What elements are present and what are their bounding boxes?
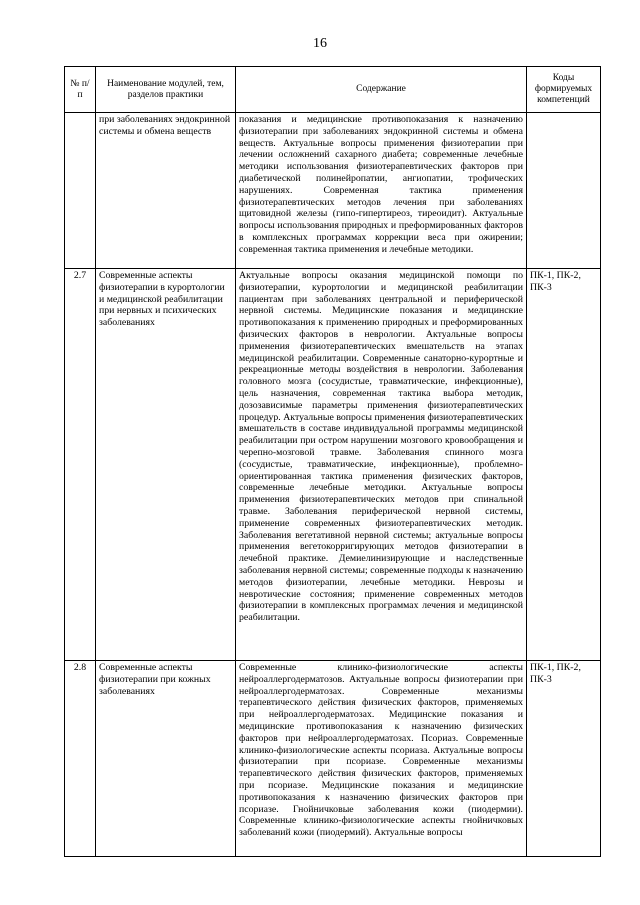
row-codes: ПК-1, ПК-2, ПК-3 — [527, 269, 601, 661]
row-module: при заболеваниях эндокринной системы и обмена веществ — [96, 113, 236, 269]
program-table — [64, 66, 601, 857]
header-module: Наименование модулей, тем, разделов практики — [96, 67, 236, 113]
row-number: 2.8 — [65, 661, 96, 857]
row-codes — [527, 113, 601, 269]
table-row — [65, 113, 601, 269]
row-module: Современные аспекты физиотерапии при кожных заболеваниях — [96, 661, 236, 857]
table-row — [65, 269, 601, 661]
row-number — [65, 113, 96, 269]
row-module: Современные аспекты физиотерапии в курортологии и медицинской реабилитации при нервных и психических заболеваниях — [96, 269, 236, 661]
header-content: Содержание — [236, 67, 527, 113]
header-codes: Коды формируемых компетенций — [527, 67, 601, 113]
row-content: показания и медицинские противопоказания к назначению физиотерапии при заболеваниях эндокринной системы и обмена веществ. Актуальные вопросы применения физиотерапии при лечении осложнений сахарного диабета; современные лечебные методики использования физиотерапевтических факторов при диабетической полинейропатии, ангиопатии, трофических нарушениях. Современная тактика применения физиотерапевтических методов лечения при заболеваниях щитовидной железы (гипо-гипертиреоз, тиреоидит). Актуальные вопросы использования природных и преформированных факторов в комплексных программах коррекции веса при ожирении; современная тактика применения и лечебные методики. — [236, 113, 527, 269]
row-content: Современные клинико-физиологические аспекты нейроаллергодерматозов. Актуальные вопросы физиотерапии при нейроаллергодерматозах. Современные механизмы терапевтического действия физических факторов, применяемых при нейроаллергодерматозах. Медицинские показания и медицинские противопоказания к назначению физических факторов при нейроаллергодерматозах. Псориаз. Современные клинико-физиологические аспекты псориаза. Актуальные вопросы физиотерапии при псориазе. Современные механизмы терапевтического действия физических факторов, применяемых при псориазе. Медицинские показания и медицинские противопоказания к назначению физических факторов при псориазе. Гнойничковые заболевания кожи (пиодермии). Современные клинико-физиологические аспекты гнойничковых заболеваний кожи (пиодермий). Актуальные вопросы — [236, 661, 527, 857]
table-header — [65, 67, 601, 113]
row-codes: ПК-1, ПК-2, ПК-3 — [527, 661, 601, 857]
row-number: 2.7 — [65, 269, 96, 661]
header-number: № п/п — [65, 67, 96, 113]
row-content: Актуальные вопросы оказания медицинской помощи по физиотерапии, курортологии и медицинской реабилитации пациентам при заболеваниях центральной и периферической нервной системы. Медицинские показания и медицинские противопоказания к применению природных и преформированных физических факторов в неврологии. Актуальные вопросы применения физиотерапевтических вмешательств на этапах медицинской реабилитации. Современные санаторно-курортные и рекреационные методы воздействия в неврологии. Заболевания головного мозга (сосудистые, травматические, инфекционные), цель назначения, современная тактика выбора методик, дозозависимые параметры применения физиотерапевтических процедур. Актуальные вопросы применения физиотерапевтических вмешательств в составе индивидуальной программы медицинской реабилитации при остром нарушении мозгового кровообращения и черепно-мозговой травме. Заболевания спинного мозга (сосудистые, травматические, инфекционные), проблемно-ориентированная тактика применения физических факторов, современные лечебные методики. Актуальные вопросы применения физиотерапевтических методов при спинальной травме. Заболевания периферической нервной системы, применение современных физиотерапевтических методик. Заболевания вегетативной нервной системы; актуальные вопросы применения вегетокорригирующих методов физиотерапии в лечебной практике. Демиелинизирующие и наследственные заболевания нервной системы; современные подходы к назначению методов физиотерапии, лечебные методики. Неврозы и невротические состояния; применение современных методов физиотерапии в комплексных программах лечения и медицинской реабилитации. — [236, 269, 527, 661]
page-number: 16 — [313, 36, 327, 51]
table-row — [65, 661, 601, 857]
